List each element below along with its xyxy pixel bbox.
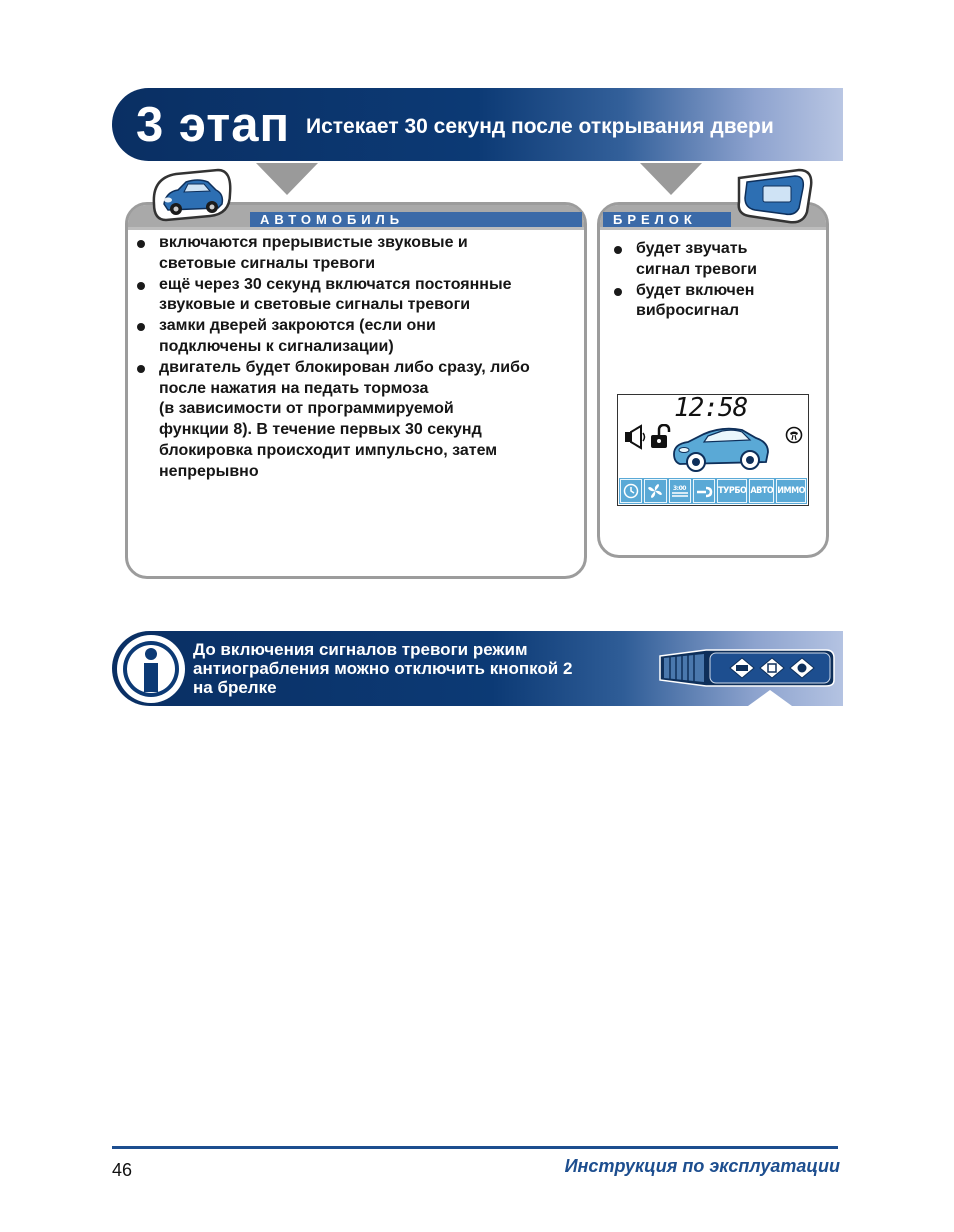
stage-number: 3 этап bbox=[136, 98, 291, 152]
list-item: двигатель будет блокирован либо сразу, либо после нажатия на педать тормоза (в зависимости от программируемой функции 8). В течение первых 30 секунд блокировка происходит импульсно, затем непрерывно bbox=[137, 358, 577, 483]
footer-divider bbox=[112, 1146, 838, 1149]
lcd-car-icon bbox=[670, 420, 772, 476]
list-item: будет включен вибросигнал bbox=[614, 281, 814, 323]
pointer-triangle-fob bbox=[640, 163, 702, 195]
svg-text:3:00: 3:00 bbox=[672, 485, 686, 492]
car-panel-tab: АВТОМОБИЛЬ bbox=[250, 212, 582, 227]
info-text: До включения сигналов тревоги режим антиограбления можно отключить кнопкой 2 на брелке bbox=[193, 640, 573, 697]
immo-cell: ИММО bbox=[776, 479, 806, 503]
siren-icon bbox=[623, 424, 647, 450]
fob-panel-tab: БРЕЛОК bbox=[603, 212, 731, 227]
fan-icon bbox=[644, 479, 666, 503]
info-icon bbox=[114, 632, 188, 706]
clock-icon bbox=[620, 479, 642, 503]
car-icon bbox=[146, 164, 234, 226]
list-item: замки дверей закроются (если они подключены к сигнализации) bbox=[137, 316, 577, 358]
timer-icon bbox=[669, 479, 691, 503]
auto-cell: АВТО bbox=[749, 479, 774, 503]
list-item: ещё через 30 секунд включатся постоянные звуковые и световые сигналы тревоги bbox=[137, 275, 577, 317]
fob-panel-list bbox=[614, 239, 814, 322]
page-number: 46 bbox=[112, 1160, 133, 1180]
remote-control-icon bbox=[656, 644, 836, 706]
footer-title: Инструкция по эксплуатации bbox=[564, 1156, 840, 1176]
car-panel-list bbox=[137, 233, 577, 483]
lcd-time: 12:58 bbox=[674, 393, 748, 423]
list-item: включаются прерывистые звуковые и световые сигналы тревоги bbox=[137, 233, 577, 275]
handset-icon bbox=[785, 426, 803, 444]
key-fob-icon bbox=[733, 166, 815, 228]
stage-subtitle: Истекает 30 секунд после открывания двери bbox=[306, 115, 774, 138]
wrench-icon bbox=[693, 479, 715, 503]
turbo-cell: ТУРБО bbox=[717, 479, 747, 503]
list-item: будет звучать сигнал тревоги bbox=[614, 239, 814, 281]
lcd-status-bar bbox=[619, 478, 807, 504]
pointer-triangle-car bbox=[256, 163, 318, 195]
